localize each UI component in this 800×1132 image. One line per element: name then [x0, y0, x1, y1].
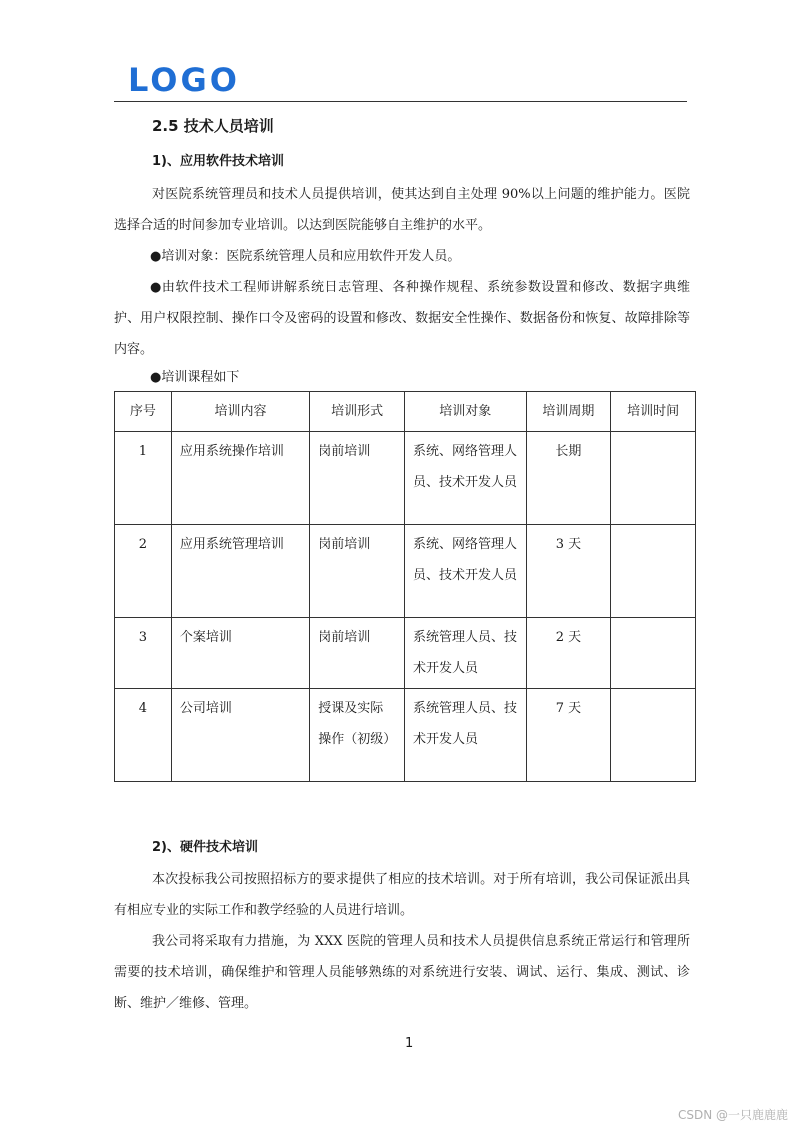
watermark: CSDN @一只鹿鹿鹿: [677, 1108, 788, 1122]
row-target: 系统、网络管理人员、技术开发人员: [404, 525, 526, 618]
row-form: 岗前培训: [310, 525, 405, 618]
table-header-row: [115, 392, 696, 432]
row-time: [611, 432, 696, 525]
table-row: [115, 689, 696, 782]
header-content: 培训内容: [171, 392, 309, 432]
table-row: [115, 525, 696, 618]
row-time: [611, 689, 696, 782]
row-no: 4: [115, 689, 172, 782]
row-target: 系统、网络管理人员、技术开发人员: [404, 432, 526, 525]
row-content: 应用系统操作培训: [171, 432, 309, 525]
row-form: 岗前培训: [310, 618, 405, 689]
row-period: 7 天: [526, 689, 611, 782]
hardware-paragraph-2: 我公司将采取有力措施，为 XXX 医院的管理人员和技术人员提供信息系统正常运行和管理所需要的技术培训，确保维护和管理人员能够熟练的对系统进行安装、调试、运行、集成、测试、诊断、维护／维修、管理。: [114, 934, 690, 1011]
section-title: 2.5 技术人员培训: [152, 117, 274, 135]
course-list-bullet: ●培训课程如下: [150, 370, 240, 385]
row-form: 授课及实际操作（初级）: [310, 689, 405, 782]
header-time: 培训时间: [611, 392, 696, 432]
row-period: 2 天: [526, 618, 611, 689]
logo: LOGO: [128, 61, 240, 99]
header-period: 培训周期: [526, 392, 611, 432]
row-content: 公司培训: [171, 689, 309, 782]
header-target: 培训对象: [404, 392, 526, 432]
row-time: [611, 618, 696, 689]
software-paragraph: 对医院系统管理员和技术人员提供培训，使其达到自主处理 90%以上问题的维护能力。医院选择合适的时间参加专业培训。以达到医院能够自主维护的水平。: [114, 187, 690, 233]
table-row: [115, 618, 696, 689]
table-row: [115, 432, 696, 525]
training-target-bullet: ●培训对象：医院系统管理人员和应用软件开发人员。: [150, 249, 461, 264]
row-time: [611, 525, 696, 618]
training-course-table: [114, 391, 696, 782]
row-content: 个案培训: [171, 618, 309, 689]
header-form: 培训形式: [310, 392, 405, 432]
software-training-title: 1)、应用软件技术培训: [152, 154, 284, 169]
row-target: 系统管理人员、技术开发人员: [404, 689, 526, 782]
header-no: 序号: [115, 392, 172, 432]
hardware-training-title: 2)、硬件技术培训: [152, 840, 258, 855]
row-target: 系统管理人员、技术开发人员: [404, 618, 526, 689]
row-no: 3: [115, 618, 172, 689]
row-no: 2: [115, 525, 172, 618]
page-number: 1: [405, 1036, 414, 1051]
header-divider: [114, 101, 687, 102]
hardware-paragraph-1: 本次投标我公司按照招标方的要求提供了相应的技术培训。对于所有培训，我公司保证派出具有相应专业的实际工作和教学经验的人员进行培训。: [114, 872, 690, 918]
row-no: 1: [115, 432, 172, 525]
row-period: 长期: [526, 432, 611, 525]
training-content-bullet: ●由软件技术工程师讲解系统日志管理、各种操作规程、系统参数设置和修改、数据字典维护、用户权限控制、操作口令及密码的设置和修改、数据安全性操作、数据备份和恢复、故障排除等内容。: [114, 280, 690, 357]
row-form: 岗前培训: [310, 432, 405, 525]
row-period: 3 天: [526, 525, 611, 618]
row-content: 应用系统管理培训: [171, 525, 309, 618]
